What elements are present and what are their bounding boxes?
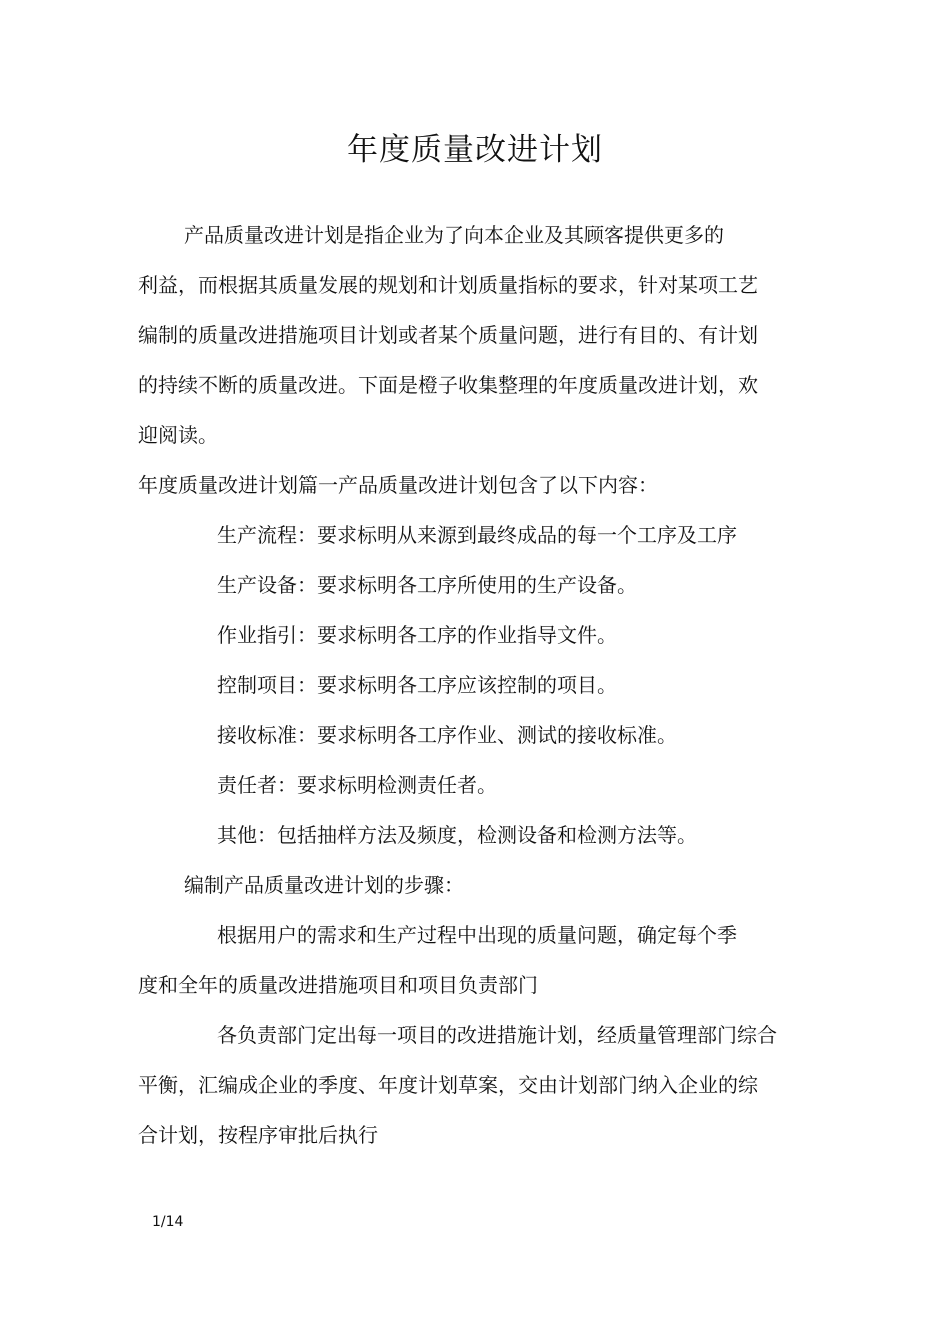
- intro-line-3: 编制的质量改进措施项目计划或者某个质量问题，进行有目的、有计划: [138, 323, 758, 347]
- list-item-responsible: 责任者：要求标明检测责任者。: [217, 773, 497, 797]
- list-item-other: 其他：包括抽样方法及频度，检测设备和检测方法等。: [217, 823, 697, 847]
- page-number: 1/14: [152, 1214, 184, 1230]
- intro-line-2: 利益，而根据其质量发展的规划和计划质量指标的要求，针对某项工艺: [138, 273, 758, 297]
- steps-heading: 编制产品质量改进计划的步骤：: [184, 873, 464, 897]
- list-item-control: 控制项目：要求标明各工序应该控制的项目。: [217, 673, 617, 697]
- list-item-guidance: 作业指引：要求标明各工序的作业指导文件。: [217, 623, 617, 647]
- list-item-acceptance: 接收标准：要求标明各工序作业、测试的接收标准。: [217, 723, 677, 747]
- intro-line-1: 产品质量改进计划是指企业为了向本企业及其顾客提供更多的: [184, 223, 724, 247]
- step-2-line-1: 各负责部门定出每一项目的改进措施计划，经质量管理部门综合: [217, 1023, 777, 1047]
- step-2-line-3: 合计划，按程序审批后执行: [138, 1123, 378, 1147]
- document-title: 年度质量改进计划: [347, 132, 603, 168]
- list-item-equipment: 生产设备：要求标明各工序所使用的生产设备。: [217, 573, 637, 597]
- intro-line-5: 迎阅读。: [138, 423, 218, 447]
- intro-line-4: 的持续不断的质量改进。下面是橙子收集整理的年度质量改进计划，欢: [138, 373, 758, 397]
- section-heading: 年度质量改进计划篇一产品质量改进计划包含了以下内容：: [138, 473, 658, 497]
- list-item-process: 生产流程：要求标明从来源到最终成品的每一个工序及工序: [217, 523, 737, 547]
- step-2-line-2: 平衡，汇编成企业的季度、年度计划草案，交由计划部门纳入企业的综: [138, 1073, 758, 1097]
- step-1-line-1: 根据用户的需求和生产过程中出现的质量问题，确定每个季: [217, 923, 737, 947]
- step-1-line-2: 度和全年的质量改进措施项目和项目负责部门: [138, 973, 538, 997]
